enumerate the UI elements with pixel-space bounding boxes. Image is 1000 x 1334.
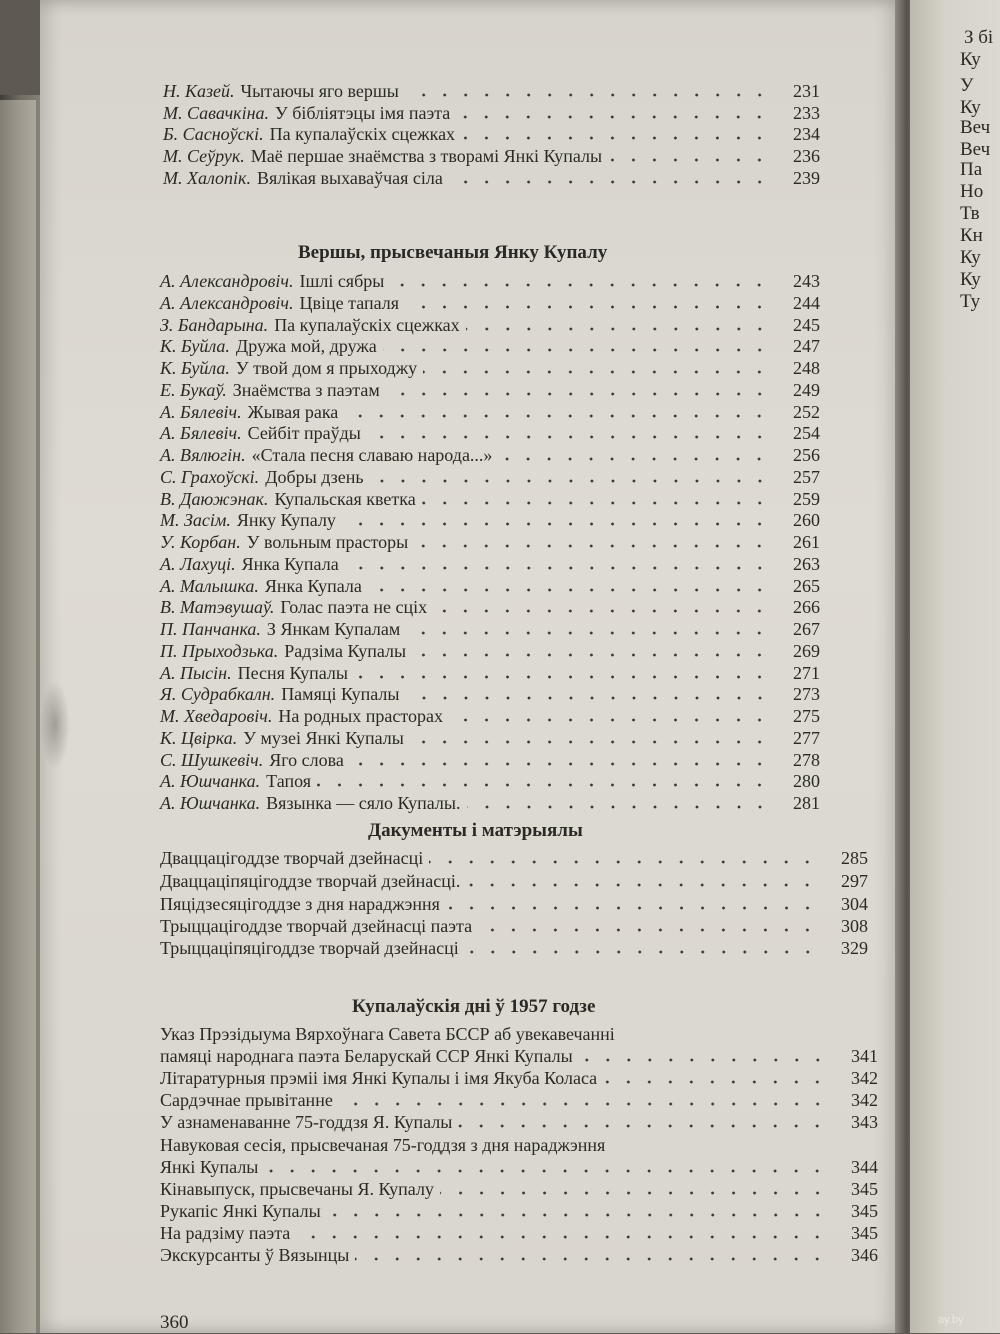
dot-leader	[440, 1191, 828, 1195]
dot-leader	[383, 348, 770, 352]
previous-page-edge	[0, 100, 36, 1333]
toc-entry	[160, 266, 820, 290]
toc-entry	[160, 679, 820, 703]
toc-title: памяці народнага паэта Беларускай ССР Янкі Купалы	[160, 1046, 573, 1066]
toc-page-number: 342	[851, 1090, 878, 1110]
dot-leader	[467, 805, 771, 809]
toc-title: Дваццаціпяцігоддзе творчай дзейнасці.	[160, 871, 461, 891]
toc-author: У. Корбан.	[160, 532, 241, 552]
toc-title: Пяцідзесяцігоддзе з дня нараджэння	[160, 894, 440, 914]
facing-page-text: Тв	[960, 203, 980, 224]
section-heading-documents: Дакументы і матэрыялы	[368, 820, 583, 841]
toc-title: Янка Купала	[241, 554, 339, 574]
toc-title: Навуковая сесія, прысвечаная 75-годдзя з дня нараджэння	[160, 1135, 606, 1155]
dot-leader	[465, 950, 818, 954]
toc-author: П. Панчанка.	[160, 619, 261, 639]
dot-leader	[498, 457, 770, 461]
toc-author: М. Сеўрук.	[163, 146, 245, 166]
toc-page-number: 239	[793, 168, 820, 188]
toc-entry	[163, 76, 820, 100]
toc-page-number: 285	[841, 848, 868, 868]
dot-leader	[478, 928, 818, 932]
dot-leader	[414, 544, 770, 548]
toc-title: Янку Купалу	[236, 510, 336, 530]
toc-title: Сардэчнае прывітанне	[160, 1090, 333, 1110]
facing-page-text: Ку	[960, 269, 981, 290]
toc-author: Н. Казей.	[163, 81, 235, 101]
dot-leader	[611, 1147, 828, 1151]
dot-leader	[579, 1058, 828, 1062]
toc-entry	[160, 911, 868, 935]
toc-title: Вялікая выхаваўчая сіла	[256, 168, 443, 188]
toc-title: Голас паэта не сціх	[280, 597, 428, 617]
toc-author: Я. Судрабкалн.	[160, 684, 276, 704]
dot-leader	[603, 1080, 828, 1084]
toc-page-number: 256	[793, 445, 820, 465]
toc-title: У твой дом я прыходжу	[235, 358, 418, 378]
toc-entry	[163, 119, 820, 143]
toc-page-number: 245	[793, 315, 820, 335]
toc-entry	[160, 1218, 878, 1242]
facing-page-text: З бі	[964, 27, 994, 48]
facing-page-text: Ку	[960, 247, 981, 268]
toc-author: К. Буйла.	[160, 358, 230, 378]
watermark: ay.by	[938, 1314, 964, 1326]
facing-page-text: Ту	[960, 291, 981, 312]
toc-page-number: 269	[793, 641, 820, 661]
toc-title: Вязынка — сяло Купалы.	[266, 793, 461, 813]
toc-author: А. Александровіч.	[160, 271, 294, 291]
toc-page-number: 263	[793, 554, 820, 574]
toc-title: Сейбіт праўды	[247, 423, 361, 443]
toc-title: Па купалаўскіх сцежках	[269, 124, 456, 144]
dot-leader	[355, 1257, 828, 1261]
toc-page-number: 345	[851, 1179, 878, 1199]
toc-page-number: 275	[793, 706, 820, 726]
toc-page-number: 248	[793, 358, 820, 378]
toc-page-number: 261	[793, 532, 820, 552]
page-smudge	[40, 680, 70, 770]
dot-leader	[390, 283, 770, 287]
facing-page-text: Кн	[960, 225, 983, 246]
toc-entry	[163, 141, 820, 165]
dot-leader	[367, 435, 770, 439]
toc-page-number: 346	[851, 1245, 878, 1265]
toc-page-number: 266	[793, 597, 820, 617]
toc-page-number: 244	[793, 293, 820, 313]
toc-author: К. Буйла.	[160, 336, 230, 356]
toc-page-number: 265	[793, 576, 820, 596]
toc-page-number: 254	[793, 423, 820, 443]
toc-author: М. Халопік.	[163, 168, 251, 188]
toc-title: Яго слова	[269, 750, 344, 770]
toc-title: Указ Прэзідыума Вярхоўнага Савета БССР аб увекавечанні	[160, 1024, 615, 1044]
toc-title: Кінавыпуск, прысвечаны Я. Купалу	[160, 1179, 434, 1199]
dot-leader	[449, 180, 770, 184]
toc-page-number: 341	[851, 1046, 878, 1066]
toc-author: С. Шушкевіч.	[160, 750, 264, 770]
toc-page-number: 233	[793, 103, 820, 123]
toc-entry	[160, 592, 820, 616]
dot-leader	[405, 305, 770, 309]
toc-page-number: 343	[851, 1112, 878, 1132]
toc-author: А. Александровіч.	[160, 293, 294, 313]
toc-page-number: 345	[851, 1201, 878, 1221]
toc-title: Літаратурныя прэміі імя Янкі Купалы і імя Якуба Коласа	[160, 1068, 598, 1088]
toc-entry	[160, 788, 820, 812]
section-heading-poems: Вершы, прысвечаныя Янку Купалу	[298, 242, 608, 263]
toc-page-number: 252	[793, 402, 820, 422]
toc-title: Жывая рака	[247, 402, 339, 422]
toc-title: Рукапіс Янкі Купалы	[160, 1201, 321, 1221]
toc-title: Янка Купала	[264, 576, 362, 596]
toc-author: К. Цвірка.	[160, 728, 238, 748]
toc-entry	[160, 1107, 878, 1131]
toc-entry	[160, 1085, 878, 1109]
toc-title: Чытаючы яго вершы	[240, 81, 399, 101]
dot-leader	[342, 522, 770, 526]
toc-author: А. Пысін.	[160, 663, 232, 683]
toc-title: Па купалаўскіх сцежках	[274, 315, 460, 335]
toc-author: М. Савачкіна.	[163, 103, 270, 123]
toc-entry	[160, 440, 820, 464]
dot-leader	[370, 479, 770, 483]
toc-entry	[160, 843, 868, 867]
dot-leader	[466, 883, 818, 887]
toc-author: П. Прыходзька.	[160, 641, 279, 661]
dot-leader	[446, 906, 818, 910]
dot-leader	[386, 392, 770, 396]
toc-entry	[160, 933, 868, 957]
toc-author: М. Хведаровіч.	[160, 706, 273, 726]
toc-entry	[160, 723, 820, 747]
dot-leader	[458, 1124, 828, 1128]
toc-author: М. Засім.	[160, 510, 231, 530]
toc-page-number: 267	[793, 619, 820, 639]
toc-entry	[160, 353, 820, 377]
toc-entry	[163, 163, 820, 187]
toc-entry	[160, 1019, 878, 1043]
toc-entry	[160, 1240, 878, 1264]
toc-entry	[160, 418, 820, 442]
toc-entry	[160, 701, 820, 725]
dot-leader	[449, 718, 770, 722]
toc-entry	[160, 1196, 878, 1220]
toc-title: У вольным прасторы	[246, 532, 409, 552]
toc-entry	[160, 1174, 878, 1198]
dot-leader	[423, 370, 770, 374]
toc-entry	[160, 331, 820, 355]
toc-page-number: 257	[793, 467, 820, 487]
dot-leader	[608, 158, 770, 162]
toc-entry	[160, 505, 820, 529]
toc-page-number: 281	[793, 793, 820, 813]
toc-entry	[160, 375, 820, 399]
dot-leader	[412, 653, 770, 657]
toc-title: У музеі Янкі Купалы	[243, 728, 404, 748]
toc-author: А. Вялюгін.	[160, 445, 246, 465]
toc-title: Песня Купалы	[237, 663, 348, 683]
section-heading-days: Купалаўскія дні ў 1957 годзе	[352, 996, 596, 1017]
toc-author: А. Юшчанка.	[160, 771, 261, 791]
toc-entry	[160, 866, 868, 890]
toc-entry	[160, 889, 868, 913]
toc-author: В. Даюжэнак.	[160, 489, 269, 509]
toc-entry	[160, 766, 820, 790]
toc-author: А. Юшчанка.	[160, 793, 261, 813]
toc-title: Экскурсанты ў Вязынцы	[160, 1245, 350, 1265]
toc-author: А. Бялевіч.	[160, 423, 242, 443]
toc-title: Добры дзень	[265, 467, 364, 487]
toc-entry	[160, 288, 820, 312]
facing-page-text: Веч	[960, 139, 991, 160]
toc-title: «Стала песня славаю народа...»	[251, 445, 493, 465]
toc-entry	[160, 1041, 878, 1065]
toc-page-number: 243	[793, 271, 820, 291]
toc-page-number: 259	[793, 489, 820, 509]
toc-title: Дружа мой, дружа	[235, 336, 377, 356]
toc-entry	[160, 1130, 878, 1154]
dot-leader	[405, 93, 770, 97]
toc-author: Е. Букаў.	[160, 380, 227, 400]
page-number: 360	[160, 1312, 189, 1333]
toc-author: А. Бялевіч.	[160, 402, 242, 422]
toc-page-number: 271	[793, 663, 820, 683]
dot-leader	[406, 631, 770, 635]
facing-page-text: Па	[960, 159, 983, 180]
dot-leader	[433, 609, 770, 613]
toc-title: Дваццацігоддзе творчай дзейнасці	[160, 848, 424, 868]
toc-page-number: 304	[841, 894, 868, 914]
toc-entry	[160, 614, 820, 638]
dot-leader	[429, 860, 818, 864]
toc-page-number: 236	[793, 146, 820, 166]
toc-page-number: 297	[841, 871, 868, 891]
toc-page-number: 280	[793, 771, 820, 791]
toc-title: Маё першае знаёмства з творамі Янкі Купалы	[250, 146, 603, 166]
toc-page-number: 342	[851, 1068, 878, 1088]
toc-page-number: 231	[793, 81, 820, 101]
dot-leader	[621, 1036, 828, 1040]
toc-page-number: 308	[841, 916, 868, 936]
toc-entry	[160, 527, 820, 551]
dot-leader	[410, 740, 770, 744]
toc-entry	[160, 549, 820, 573]
dot-leader	[345, 566, 770, 570]
dot-leader	[317, 783, 770, 787]
toc-title: У бібліятэцы імя паэта	[275, 103, 451, 123]
dot-leader	[406, 696, 771, 700]
dot-leader	[339, 1102, 828, 1106]
toc-page-number: 278	[793, 750, 820, 770]
facing-page-text: Веч	[960, 117, 991, 138]
toc-title: Знаёмства з паэтам	[232, 380, 380, 400]
toc-entry	[160, 636, 820, 660]
toc-title: Памяці Купалы	[281, 684, 400, 704]
toc-title: На родных прасторах	[278, 706, 443, 726]
toc-page-number: 329	[841, 938, 868, 958]
toc-title: Цвіце тапаля	[299, 293, 399, 313]
facing-page-text: Ку	[960, 49, 981, 70]
toc-title: На радзіму паэта	[160, 1223, 291, 1243]
toc-title: З Янкам Купалам	[266, 619, 401, 639]
toc-entry	[160, 1063, 878, 1087]
toc-entry	[160, 1152, 878, 1176]
toc-page-number: 277	[793, 728, 820, 748]
facing-page-text: Ку	[960, 97, 981, 118]
toc-title: Купальская кветка	[274, 489, 416, 509]
toc-title: Тапоя	[266, 771, 312, 791]
toc-page-number: 260	[793, 510, 820, 530]
facing-page	[910, 0, 1000, 1333]
toc-page-number: 345	[851, 1223, 878, 1243]
toc-page-number: 234	[793, 124, 820, 144]
toc-title: Трыццацігоддзе творчай дзейнасці паэта	[160, 916, 473, 936]
toc-page-number: 273	[793, 684, 820, 704]
toc-title: Трыццаціпяцігоддзе творчай дзейнасці	[160, 938, 459, 958]
toc-page-number: 247	[793, 336, 820, 356]
dot-leader	[296, 1235, 828, 1239]
facing-page-text: У	[960, 75, 974, 96]
dot-leader	[327, 1213, 828, 1217]
toc-author: В. Матэвушаў.	[160, 597, 275, 617]
toc-entry	[160, 462, 820, 486]
toc-page-number: 344	[851, 1157, 878, 1177]
toc-title: Ішлі сябры	[299, 271, 385, 291]
toc-title: Радзіма Купалы	[284, 641, 407, 661]
facing-page-text: Но	[960, 181, 984, 202]
toc-author: С. Грахоўскі.	[160, 467, 260, 487]
toc-author: А. Малышка.	[160, 576, 259, 596]
toc-author: З. Бандарына.	[160, 315, 269, 335]
toc-author: Б. Сасноўскі.	[163, 124, 264, 144]
toc-page-number: 249	[793, 380, 820, 400]
toc-title: Янкі Купалы	[160, 1157, 259, 1177]
toc-author: А. Лахуці.	[160, 554, 236, 574]
dot-leader	[264, 1169, 828, 1173]
dot-leader	[461, 136, 770, 140]
toc-title: У азнаменаванне 75-годдзя Я. Купалы	[160, 1112, 453, 1132]
